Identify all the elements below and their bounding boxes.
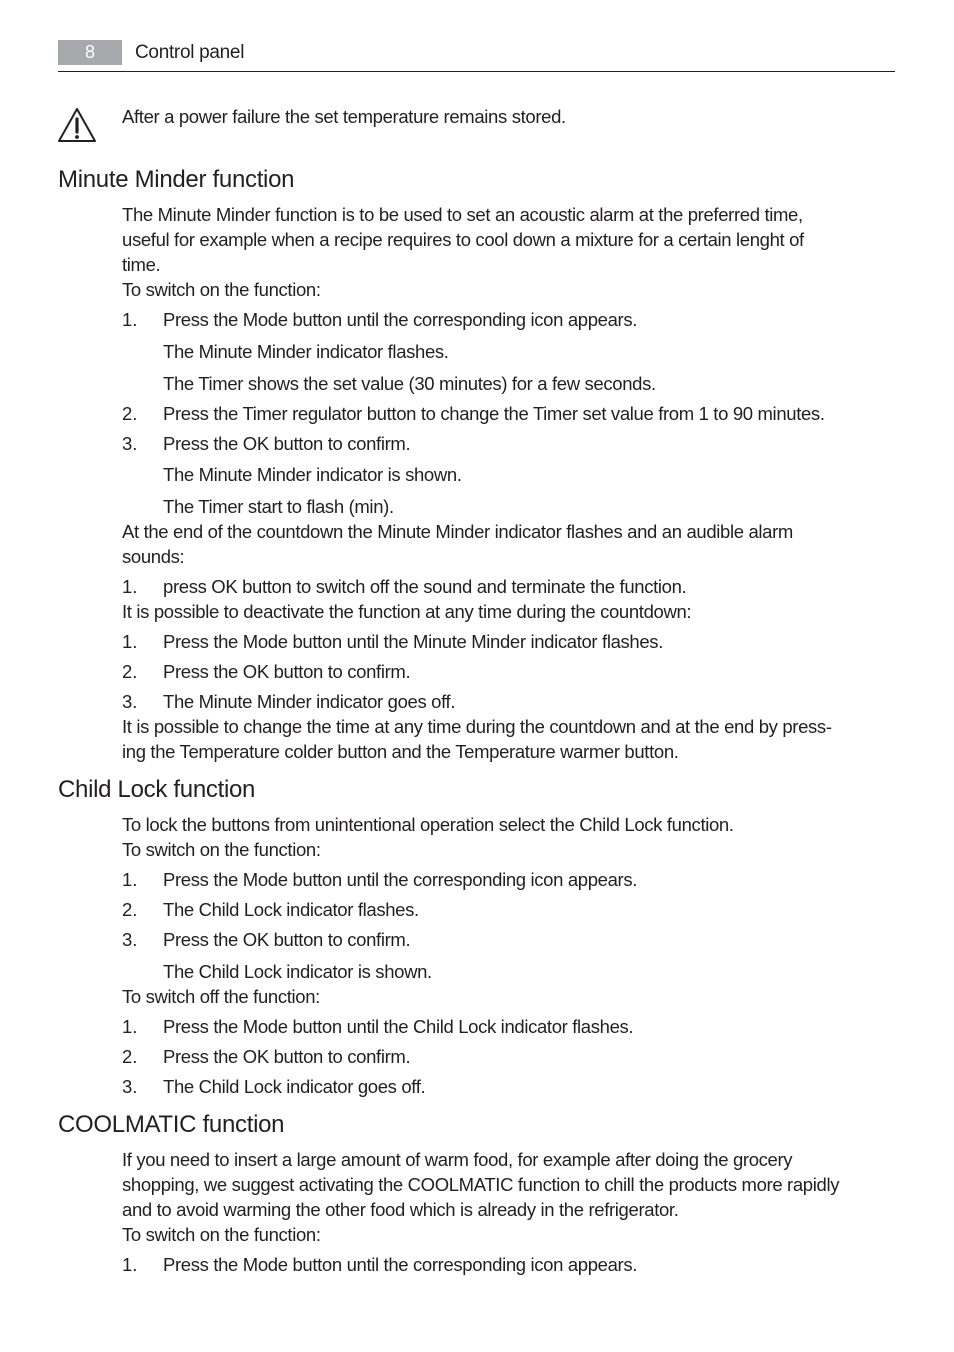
step-text: Press the Mode button until the Minute Minder indicator flashes.	[163, 631, 663, 652]
step-text: Press the OK button to confirm.	[163, 433, 411, 454]
step-text: Press the Mode button until the corresponding icon appears.	[163, 869, 638, 890]
step-text: Press the OK button to confirm.	[163, 661, 411, 682]
paragraph-line: It is possible to change the time at any time during the countdown and at the end by press-	[122, 716, 832, 737]
paragraph-line: At the end of the countdown the Minute Minder indicator flashes and an audible alarm	[122, 521, 793, 542]
paragraph-line: shopping, we suggest activating the COOLMATIC function to chill the products more rapidly	[122, 1174, 840, 1195]
step-text: Press the Timer regulator button to change the Timer set value from 1 to 90 minutes.	[163, 403, 825, 424]
step-text: Press the Mode button until the corresponding icon appears.	[163, 309, 638, 330]
header-divider	[58, 71, 895, 72]
step-text: The Minute Minder indicator is shown.	[163, 464, 462, 485]
paragraph-line: time.	[122, 254, 161, 275]
paragraph-line: ing the Temperature colder button and the Temperature warmer button.	[122, 741, 679, 762]
step-number: 1.	[122, 576, 138, 597]
step-number: 2.	[122, 403, 138, 424]
step-text: Press the Mode button until the corresponding icon appears.	[163, 1254, 638, 1275]
paragraph-line: To lock the buttons from unintentional operation select the Child Lock function.	[122, 814, 734, 835]
paragraph-line: To switch off the function:	[122, 986, 320, 1007]
step-number: 1.	[122, 1254, 138, 1275]
paragraph-line: To switch on the function:	[122, 1224, 321, 1245]
paragraph-line: If you need to insert a large amount of warm food, for example after doing the grocery	[122, 1149, 793, 1170]
paragraph-line: sounds:	[122, 546, 185, 567]
step-text: The Child Lock indicator goes off.	[163, 1076, 426, 1097]
paragraph-line: It is possible to deactivate the function at any time during the countdown:	[122, 601, 692, 622]
step-text: Press the OK button to confirm.	[163, 929, 411, 950]
step-number: 1.	[122, 631, 138, 652]
step-text: The Child Lock indicator is shown.	[163, 961, 432, 982]
step-text: press OK button to switch off the sound and terminate the function.	[163, 576, 687, 597]
step-number: 1.	[122, 1016, 138, 1037]
step-text: The Timer start to flash (min).	[163, 496, 394, 517]
paragraph-line: To switch on the function:	[122, 839, 321, 860]
step-number: 3.	[122, 929, 138, 950]
step-number: 2.	[122, 661, 138, 682]
page-number: 8	[58, 40, 122, 65]
step-text: The Minute Minder indicator goes off.	[163, 691, 456, 712]
section-title: Control panel	[135, 42, 245, 63]
step-number: 2.	[122, 1046, 138, 1067]
step-number: 3.	[122, 1076, 138, 1097]
paragraph-line: The Minute Minder function is to be used to set an acoustic alarm at the preferred time,	[122, 204, 803, 225]
paragraph-line: useful for example when a recipe requires to cool down a mixture for a certain lenght of	[122, 229, 804, 250]
step-text: The Minute Minder indicator flashes.	[163, 341, 449, 362]
step-text: Press the Mode button until the Child Lock indicator flashes.	[163, 1016, 634, 1037]
step-text: The Child Lock indicator flashes.	[163, 899, 419, 920]
paragraph-line: and to avoid warming the other food which is already in the refrigerator.	[122, 1199, 679, 1220]
step-number: 2.	[122, 899, 138, 920]
warning-triangle-icon	[56, 106, 98, 144]
minute-minder-heading: Minute Minder function	[58, 166, 295, 193]
step-text: Press the OK button to confirm.	[163, 1046, 411, 1067]
step-text: The Timer shows the set value (30 minutes) for a few seconds.	[163, 373, 656, 394]
child-lock-heading: Child Lock function	[58, 776, 256, 803]
warning-text: After a power failure the set temperature remains stored.	[122, 106, 566, 127]
step-number: 3.	[122, 433, 138, 454]
paragraph-line: To switch on the function:	[122, 279, 321, 300]
step-number: 1.	[122, 309, 138, 330]
coolmatic-heading: COOLMATIC function	[58, 1111, 285, 1138]
step-number: 1.	[122, 869, 138, 890]
step-number: 3.	[122, 691, 138, 712]
